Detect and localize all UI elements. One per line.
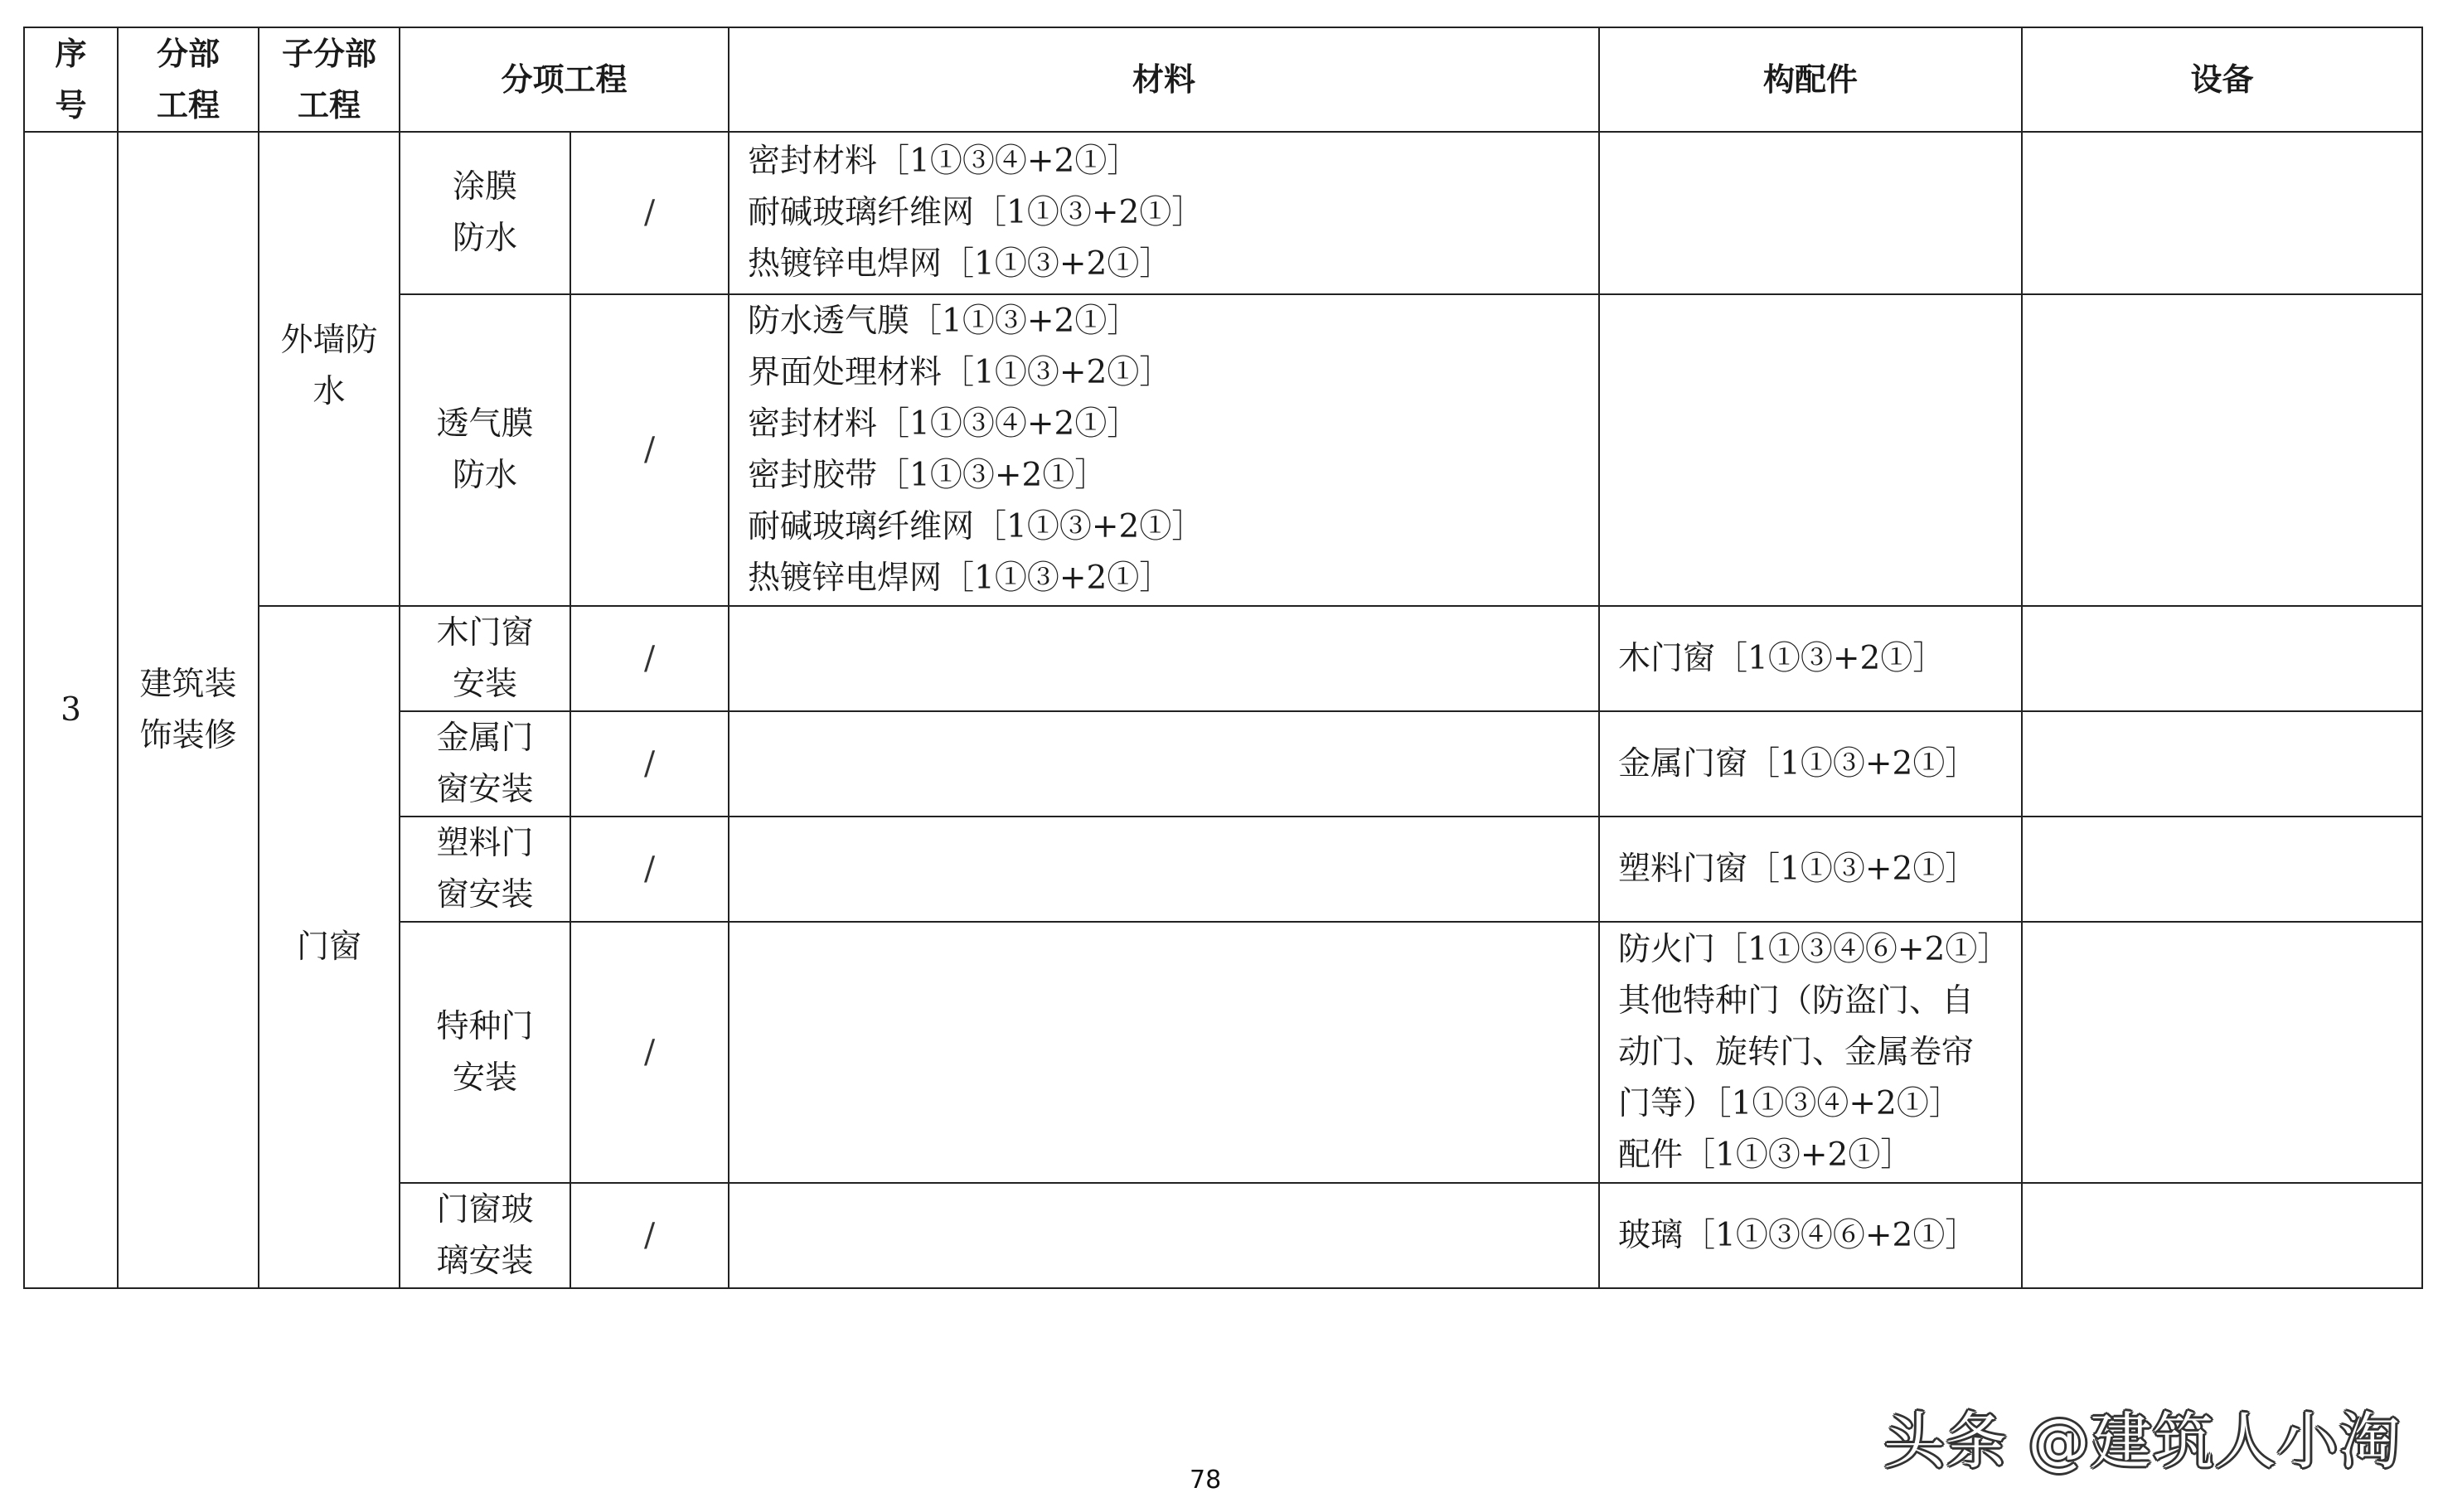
header-materials: 材料: [729, 27, 1599, 132]
components-cell: 玻璃［1①③④⑥+2①］: [1599, 1183, 2022, 1288]
equipment-cell: [2022, 132, 2422, 294]
item-mark: /: [570, 132, 729, 294]
inspection-table: [23, 27, 2423, 1289]
item-cell: 木门窗 安装: [400, 606, 570, 711]
subdivision-exterior-waterproof: 外墙防 水: [259, 132, 400, 606]
subdivision-doors-windows: 门窗: [259, 606, 400, 1288]
equipment-cell: [2022, 817, 2422, 922]
item-cell: 透气膜 防水: [400, 294, 570, 606]
item-cell: 塑料门 窗安装: [400, 817, 570, 922]
components-cell: [1599, 294, 2022, 606]
components-cell: 防火门［1①③④⑥+2①］ 其他特种门（防盗门、自 动门、旋转门、金属卷帘 门等）［1①③④+2①］ 配件［1①③+2①］: [1599, 922, 2022, 1183]
equipment-cell: [2022, 1183, 2422, 1288]
table-row: [24, 132, 2422, 294]
equipment-cell: [2022, 294, 2422, 606]
equipment-cell: [2022, 711, 2422, 817]
item-mark: /: [570, 711, 729, 817]
header-equipment: 设备: [2022, 27, 2422, 132]
components-cell: 木门窗［1①③+2①］: [1599, 606, 2022, 711]
seq-cell: 3: [24, 132, 118, 1288]
components-cell: 金属门窗［1①③+2①］: [1599, 711, 2022, 817]
equipment-cell: [2022, 606, 2422, 711]
item-mark: /: [570, 606, 729, 711]
item-mark: /: [570, 1183, 729, 1288]
item-cell: 门窗玻 璃安装: [400, 1183, 570, 1288]
header-components: 构配件: [1599, 27, 2022, 132]
page-number: 78: [1190, 1466, 1222, 1495]
item-mark: /: [570, 294, 729, 606]
materials-cell: [729, 1183, 1599, 1288]
materials-cell: [729, 711, 1599, 817]
materials-cell: 密封材料［1①③④+2①］ 耐碱玻璃纤维网［1①③+2①］ 热镀锌电焊网［1①③+2①］: [729, 132, 1599, 294]
materials-cell: [729, 922, 1599, 1183]
watermark: 头条 @建筑人小淘: [1883, 1406, 2402, 1477]
item-mark: /: [570, 922, 729, 1183]
division-cell: 建筑装 饰装修: [118, 132, 259, 1288]
header-seq: 序 号: [24, 27, 118, 132]
item-mark: /: [570, 817, 729, 922]
materials-cell: [729, 606, 1599, 711]
components-cell: [1599, 132, 2022, 294]
header-division: 分部 工程: [118, 27, 259, 132]
materials-cell: [729, 817, 1599, 922]
header-row: [24, 27, 2422, 132]
item-cell: 金属门 窗安装: [400, 711, 570, 817]
materials-cell: 防水透气膜［1①③+2①］ 界面处理材料［1①③+2①］ 密封材料［1①③④+2①］ 密封胶带［1①③+2①］ 耐碱玻璃纤维网［1①③+2①］ 热镀锌电焊网［1①③+2①］: [729, 294, 1599, 606]
item-cell: 涂膜 防水: [400, 132, 570, 294]
components-cell: 塑料门窗［1①③+2①］: [1599, 817, 2022, 922]
item-cell: 特种门 安装: [400, 922, 570, 1183]
header-subdivision: 子分部 工程: [259, 27, 400, 132]
equipment-cell: [2022, 922, 2422, 1183]
header-item: 分项工程: [400, 27, 729, 132]
table-row: [24, 606, 2422, 711]
